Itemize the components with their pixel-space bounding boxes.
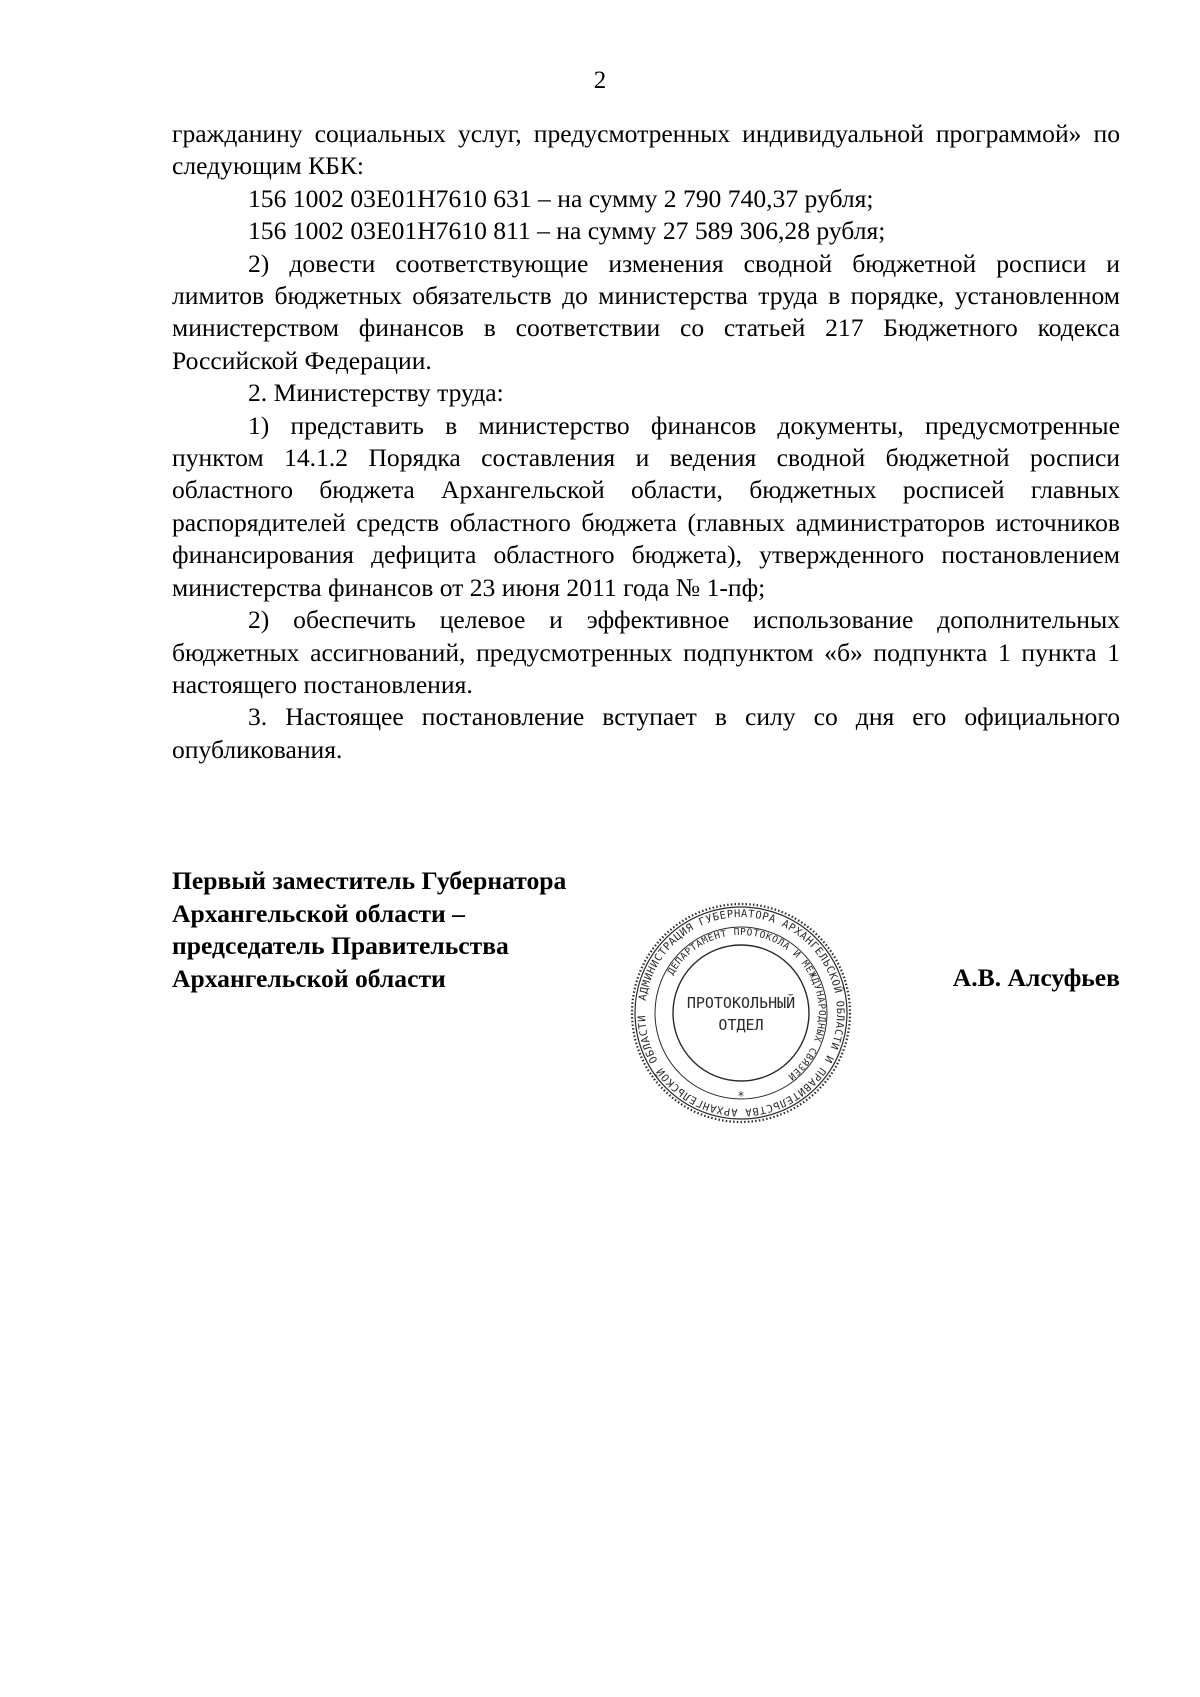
paragraph-budget-changes: 2) довести соответствующие изменения сводной бюджетной росписи и лимитов бюджетных обязательств до министерства труда в порядке, установленном министерством финансов в соответствии со статьей 217 Бюджетного кодекса Российской Федерации. — [172, 248, 1120, 375]
seal-stamp-image — [630, 902, 852, 1124]
svg-text:*: * — [737, 1089, 745, 1103]
signatory-name: А.В. Алсуфьев — [952, 963, 1120, 992]
paragraph-effective-date: 3. Настоящее постановление вступает в силу со дня его официального опубликования. — [172, 702, 1120, 764]
document-body — [172, 118, 1120, 766]
paragraph-continuation: гражданину социальных услуг, предусмотренных индивидуальной программой» по следующим КБК: — [172, 119, 1120, 181]
signatory-position-line: председатель Правительства — [172, 931, 509, 960]
kbk-line-811: 156 1002 03Е01Н7610 811 – на сумму 27 589 306,28 рубля; — [248, 216, 886, 246]
paragraph-submit-documents: 1) представить в министерство финансов документы, предусмотренные пунктом 14.1.2 Порядка составления и ведения сводной бюджетной росписи областного бюджета Архангельской области, бюджетных росписей главных распорядителей средств областного бюджета (главных администраторов источников финансирования дефицита областного бюджета), утвержденного постановлением министерства финансов от 23 июня 2011 года № 1-пф; — [172, 410, 1120, 602]
signatory-position-line: Архангельской области – — [172, 898, 465, 928]
signatory-position-line: Архангельской области — [172, 963, 446, 993]
paragraph-ensure-usage: 2) обеспечить целевое и эффективное использование дополнительных бюджетных ассигнований, предусмотренных подпунктом «б» подпункта 1 пункта 1 настоящего постановления. — [172, 605, 1120, 699]
official-seal — [630, 902, 852, 1124]
page-number: 2 — [593, 67, 607, 94]
signatory-position — [172, 865, 692, 995]
signatory-position-line: Первый заместитель Губернатора — [172, 866, 567, 895]
svg-text:АДМИНИСТРАЦИЯ ГУБЕРНАТОРА АРХА: АДМИНИСТРАЦИЯ ГУБЕРНАТОРА АРХАНГЕЛЬСКОЙ ОБЛАСТИ И ПРАВИТЕЛЬСТВА АРХАНГЕЛЬСКОЙ ОБЛАСТИ — [635, 907, 847, 1119]
paragraph-ministry-heading: 2. Министерству труда: — [248, 378, 504, 408]
seal-center-line: ОТДЕЛ — [718, 1016, 764, 1034]
kbk-line-631: 156 1002 03Е01Н7610 631 – на сумму 2 790 740,37 рубля; — [248, 183, 874, 213]
seal-center-line: ПРОТОКОЛЬНЫЙ — [686, 994, 796, 1012]
svg-text:ДЕПАРТАМЕНТ ПРОТОКОЛА И МЕЖДУН: ДЕПАРТАМЕНТ ПРОТОКОЛА И МЕЖДУНАРОДНЫХ СВЯЗЕЙ — [665, 926, 828, 1083]
